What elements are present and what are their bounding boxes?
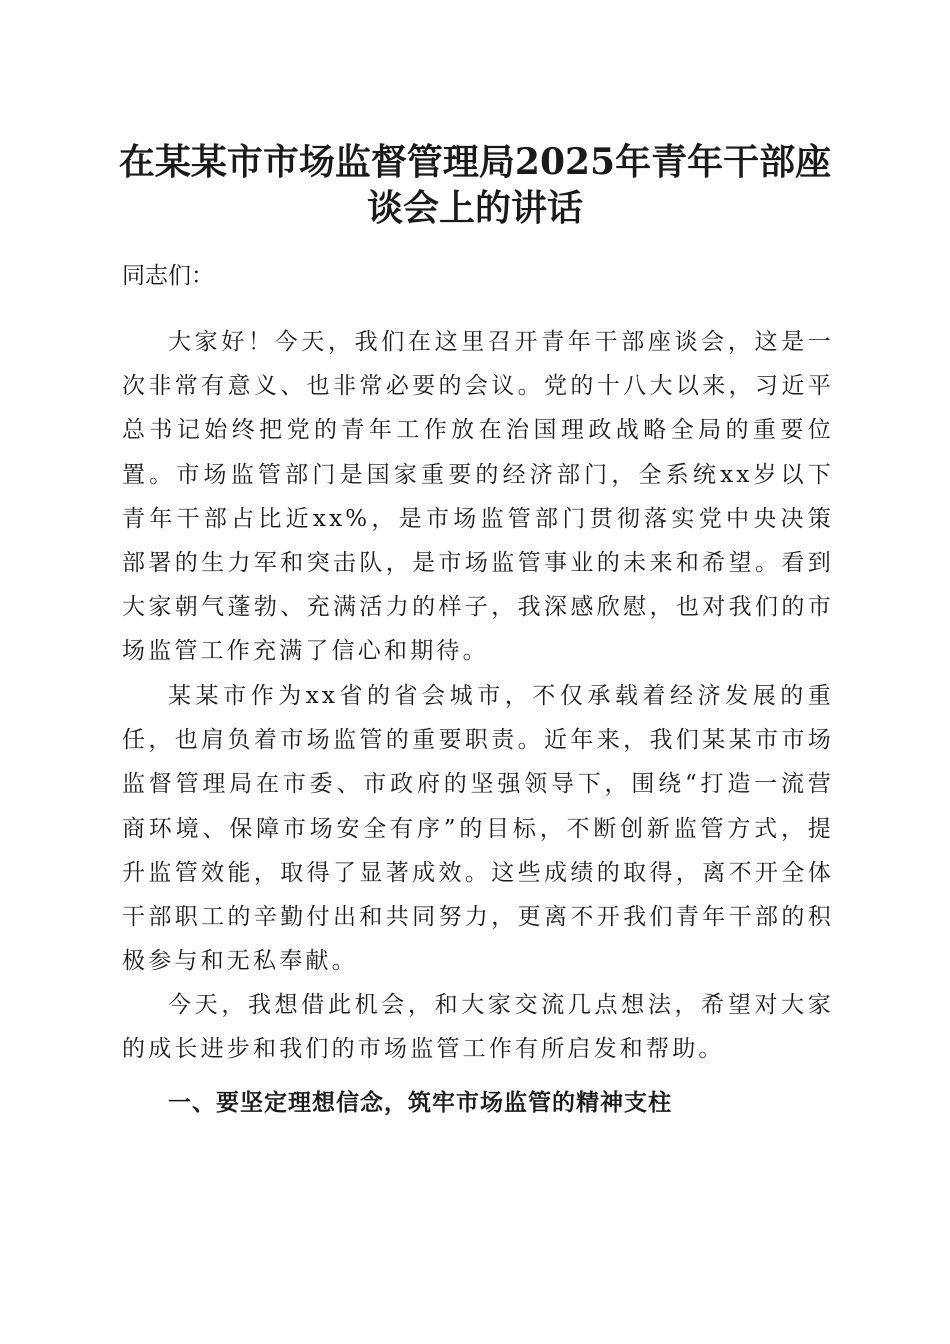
paragraph-city-context: 某某市作为xx省的省会城市，不仅承载着经济发展的重任，也肩负着市场监管的重要职责。近年来，我们某某市市场监督管理局在市委、市政府的坚强领导下，围绕“打造一流营商环境、保障市场安全有序”的目标，不断创新监管方式，提升监管效能，取得了显著成效。这些成绩的取得，离不开全体干部职工的辛勤付出和共同努力，更离不开我们青年干部的积极参与和无私奉献。 — [122, 683, 834, 975]
paragraph-intent: 今天，我想借此机会，和大家交流几点想法，希望对大家的成长进步和我们的市场监管工作有所启发和帮助。 — [122, 992, 834, 1063]
paragraph-opening: 大家好！今天，我们在这里召开青年干部座谈会，这是一次非常有意义、也非常必要的会议。党的十八大以来，习近平总书记始终把党的青年工作放在治国理政战略全局的重要位置。市场监管部门是国家重要的经济部门，全系统xx岁以下青年干部占比近xx%，是市场监管部门贯彻落实党中央决策部署的生力军和突击队，是市场监管事业的未来和希望。看到大家朝气蓬勃、充满活力的样子，我深感欣慰，也对我们的市场监管工作充满了信心和期待。 — [122, 329, 834, 665]
document-title-line-2: 谈会上的讲话 — [366, 187, 583, 229]
salutation: 同志们： — [122, 263, 214, 289]
section-heading-1: 一、要坚定理想信念，筑牢市场监管的精神支柱 — [168, 1090, 672, 1116]
document-title-line-1: 在某某市市场监督管理局2025年青年干部座 — [118, 141, 832, 183]
